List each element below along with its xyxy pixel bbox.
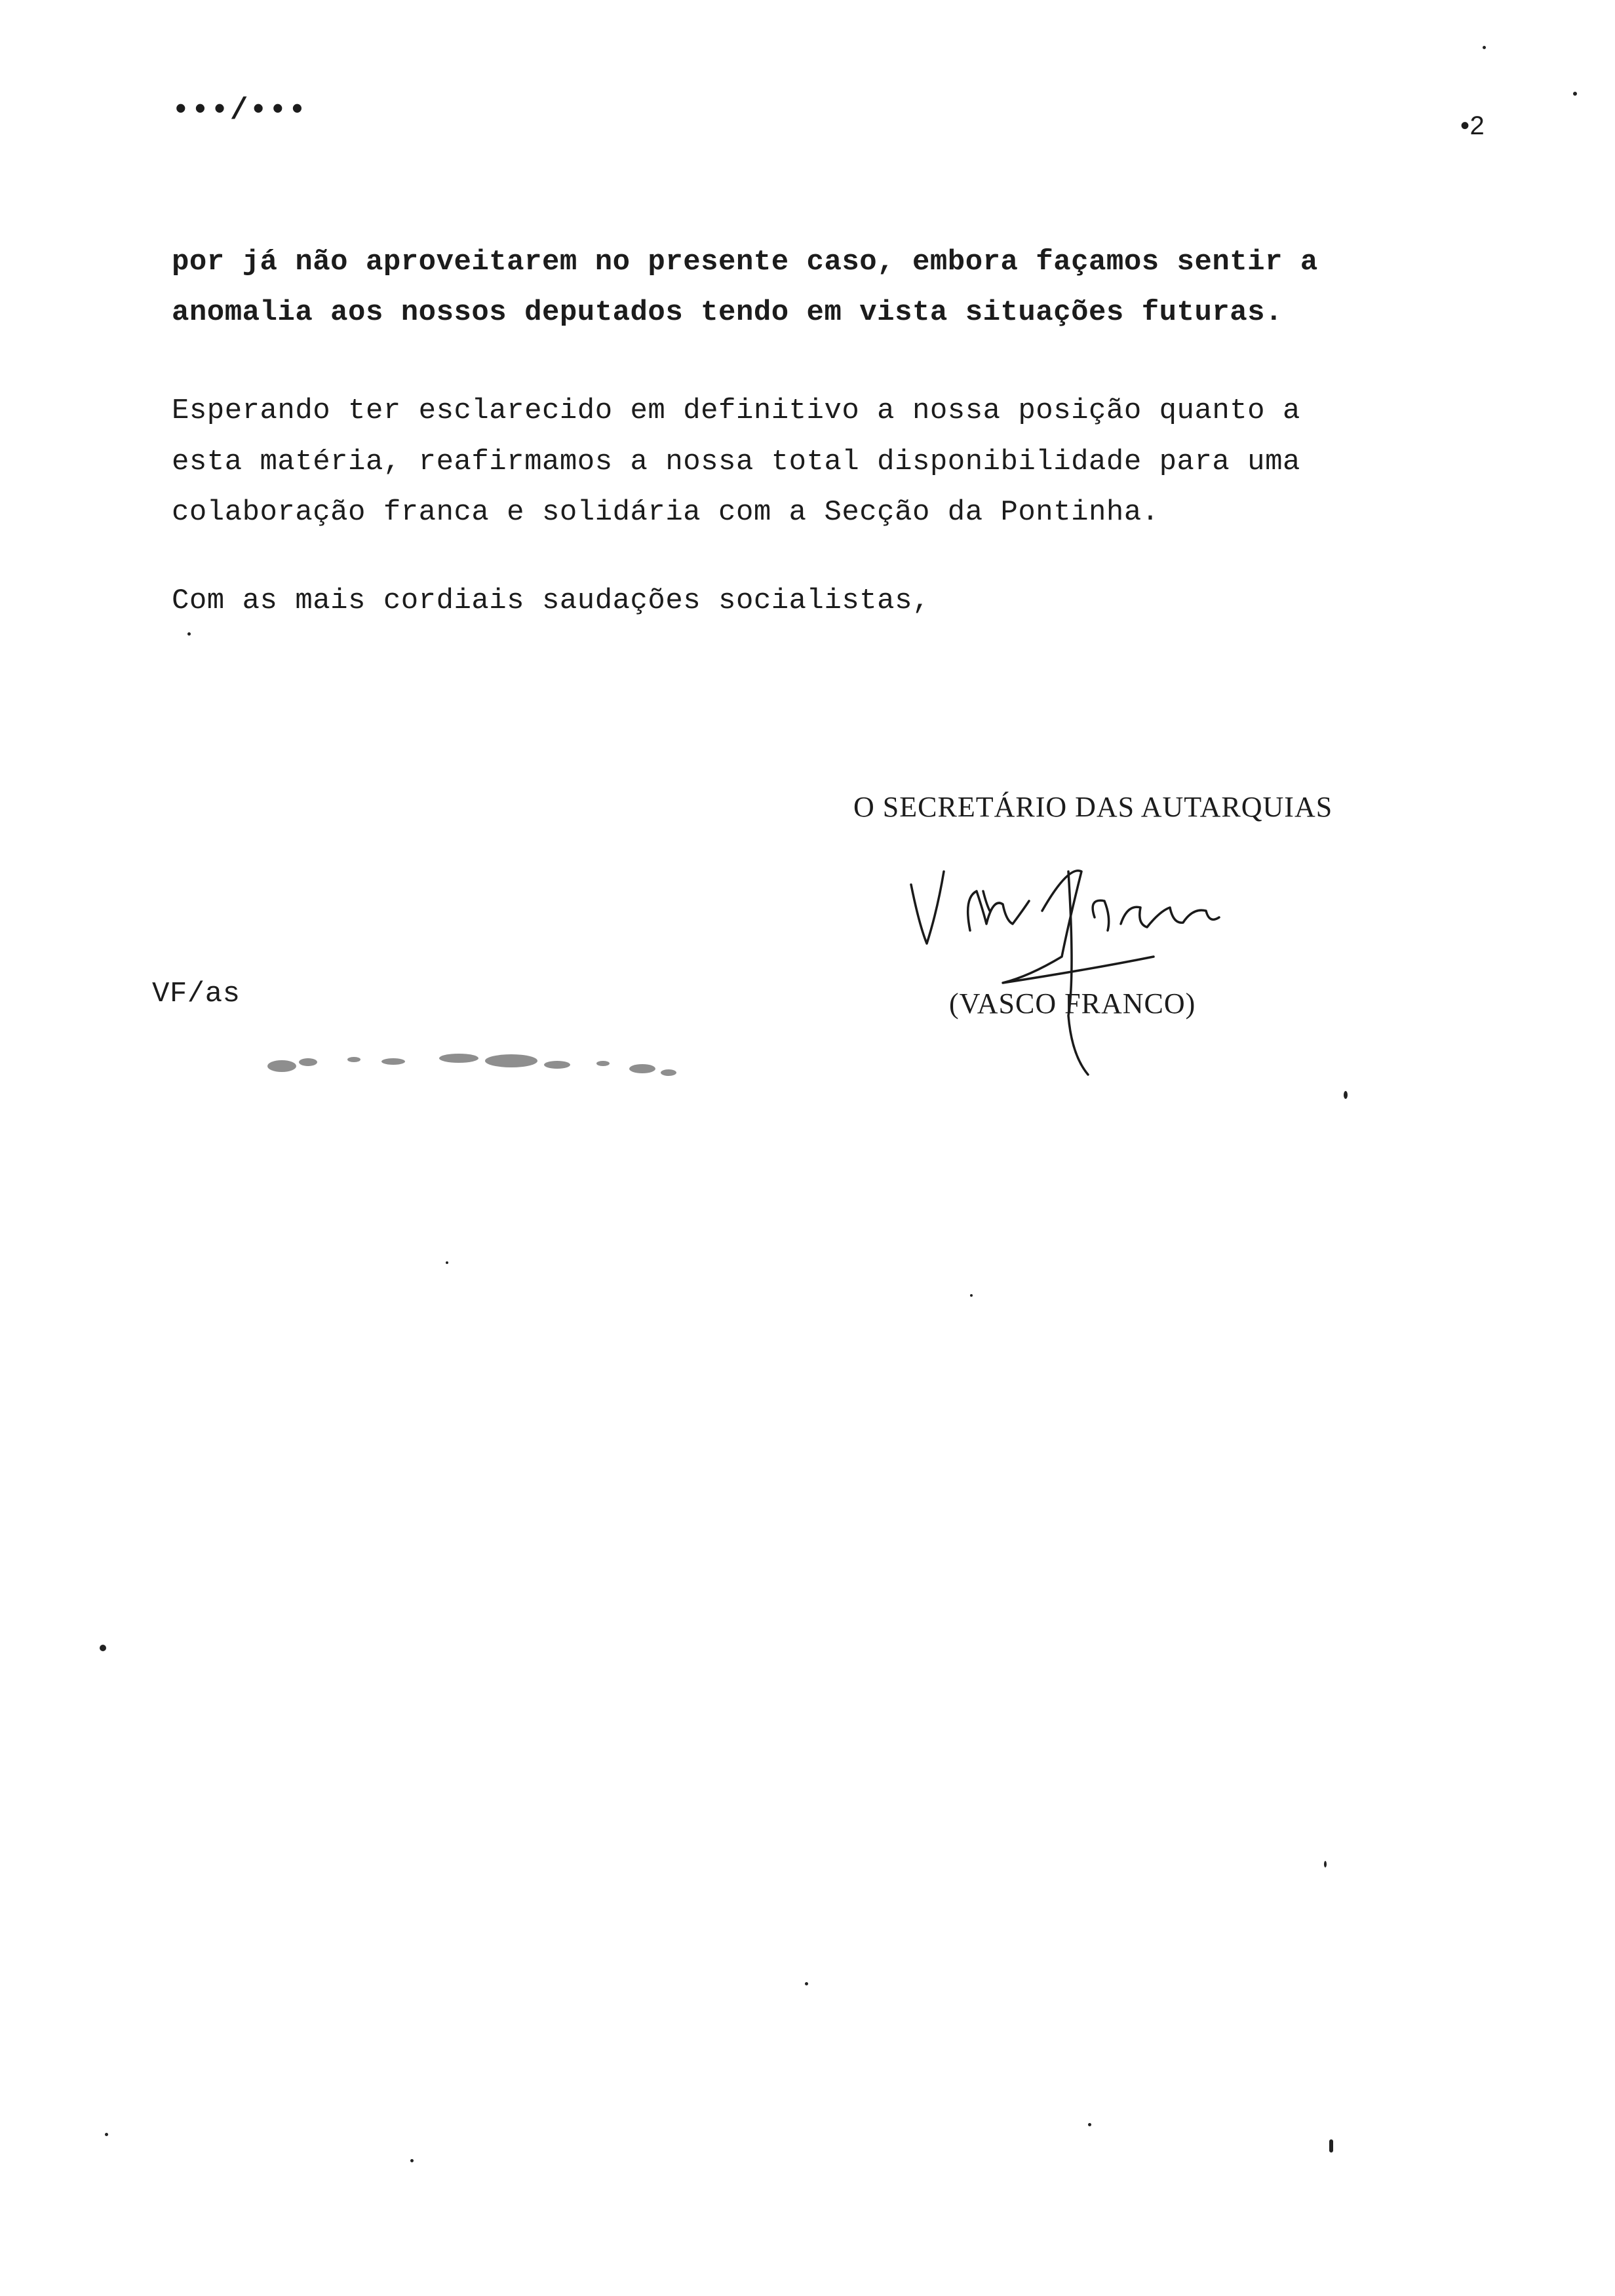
faded-stamp-smudge: [262, 1045, 734, 1084]
scan-speck: [1483, 46, 1486, 49]
signatory-name: (VASCO FRANCO): [949, 987, 1196, 1020]
scan-speck: [1088, 2123, 1091, 2126]
page-number: •2: [1460, 111, 1485, 140]
scan-speck: [100, 1645, 106, 1651]
body-line-4: esta matéria, reafirmamos a nossa total disponibilidade para uma: [172, 446, 1300, 478]
body-line-1: por já não aproveitarem no presente caso, embora façamos sentir a: [172, 246, 1318, 278]
scan-speck: [446, 1261, 448, 1264]
body-line-5: colaboração franca e solidária com a Secção da Pontinha.: [172, 496, 1159, 529]
reference-initials: VF/as: [152, 978, 241, 1010]
scan-speck: [1324, 1861, 1327, 1867]
scan-speck: [187, 632, 191, 636]
closing-salutation: Com as mais cordiais saudações socialistas,: [172, 584, 930, 617]
scan-speck: [105, 2133, 108, 2136]
scan-speck: [1573, 92, 1577, 96]
body-line-3: Esperando ter esclarecido em definitivo a nossa posição quanto a: [172, 394, 1300, 427]
scan-speck: [1329, 2139, 1333, 2152]
continuation-reference: •••/•••: [172, 94, 308, 128]
handwritten-signature: [872, 845, 1331, 1081]
signatory-title: O SECRETÁRIO DAS AUTARQUIAS: [853, 791, 1333, 823]
scan-speck: [970, 1294, 973, 1297]
scan-speck: [410, 2159, 414, 2162]
body-line-2: anomalia aos nossos deputados tendo em vista situações futuras.: [172, 296, 1283, 329]
scan-speck: [805, 1982, 808, 1985]
scan-speck: [1344, 1091, 1348, 1099]
